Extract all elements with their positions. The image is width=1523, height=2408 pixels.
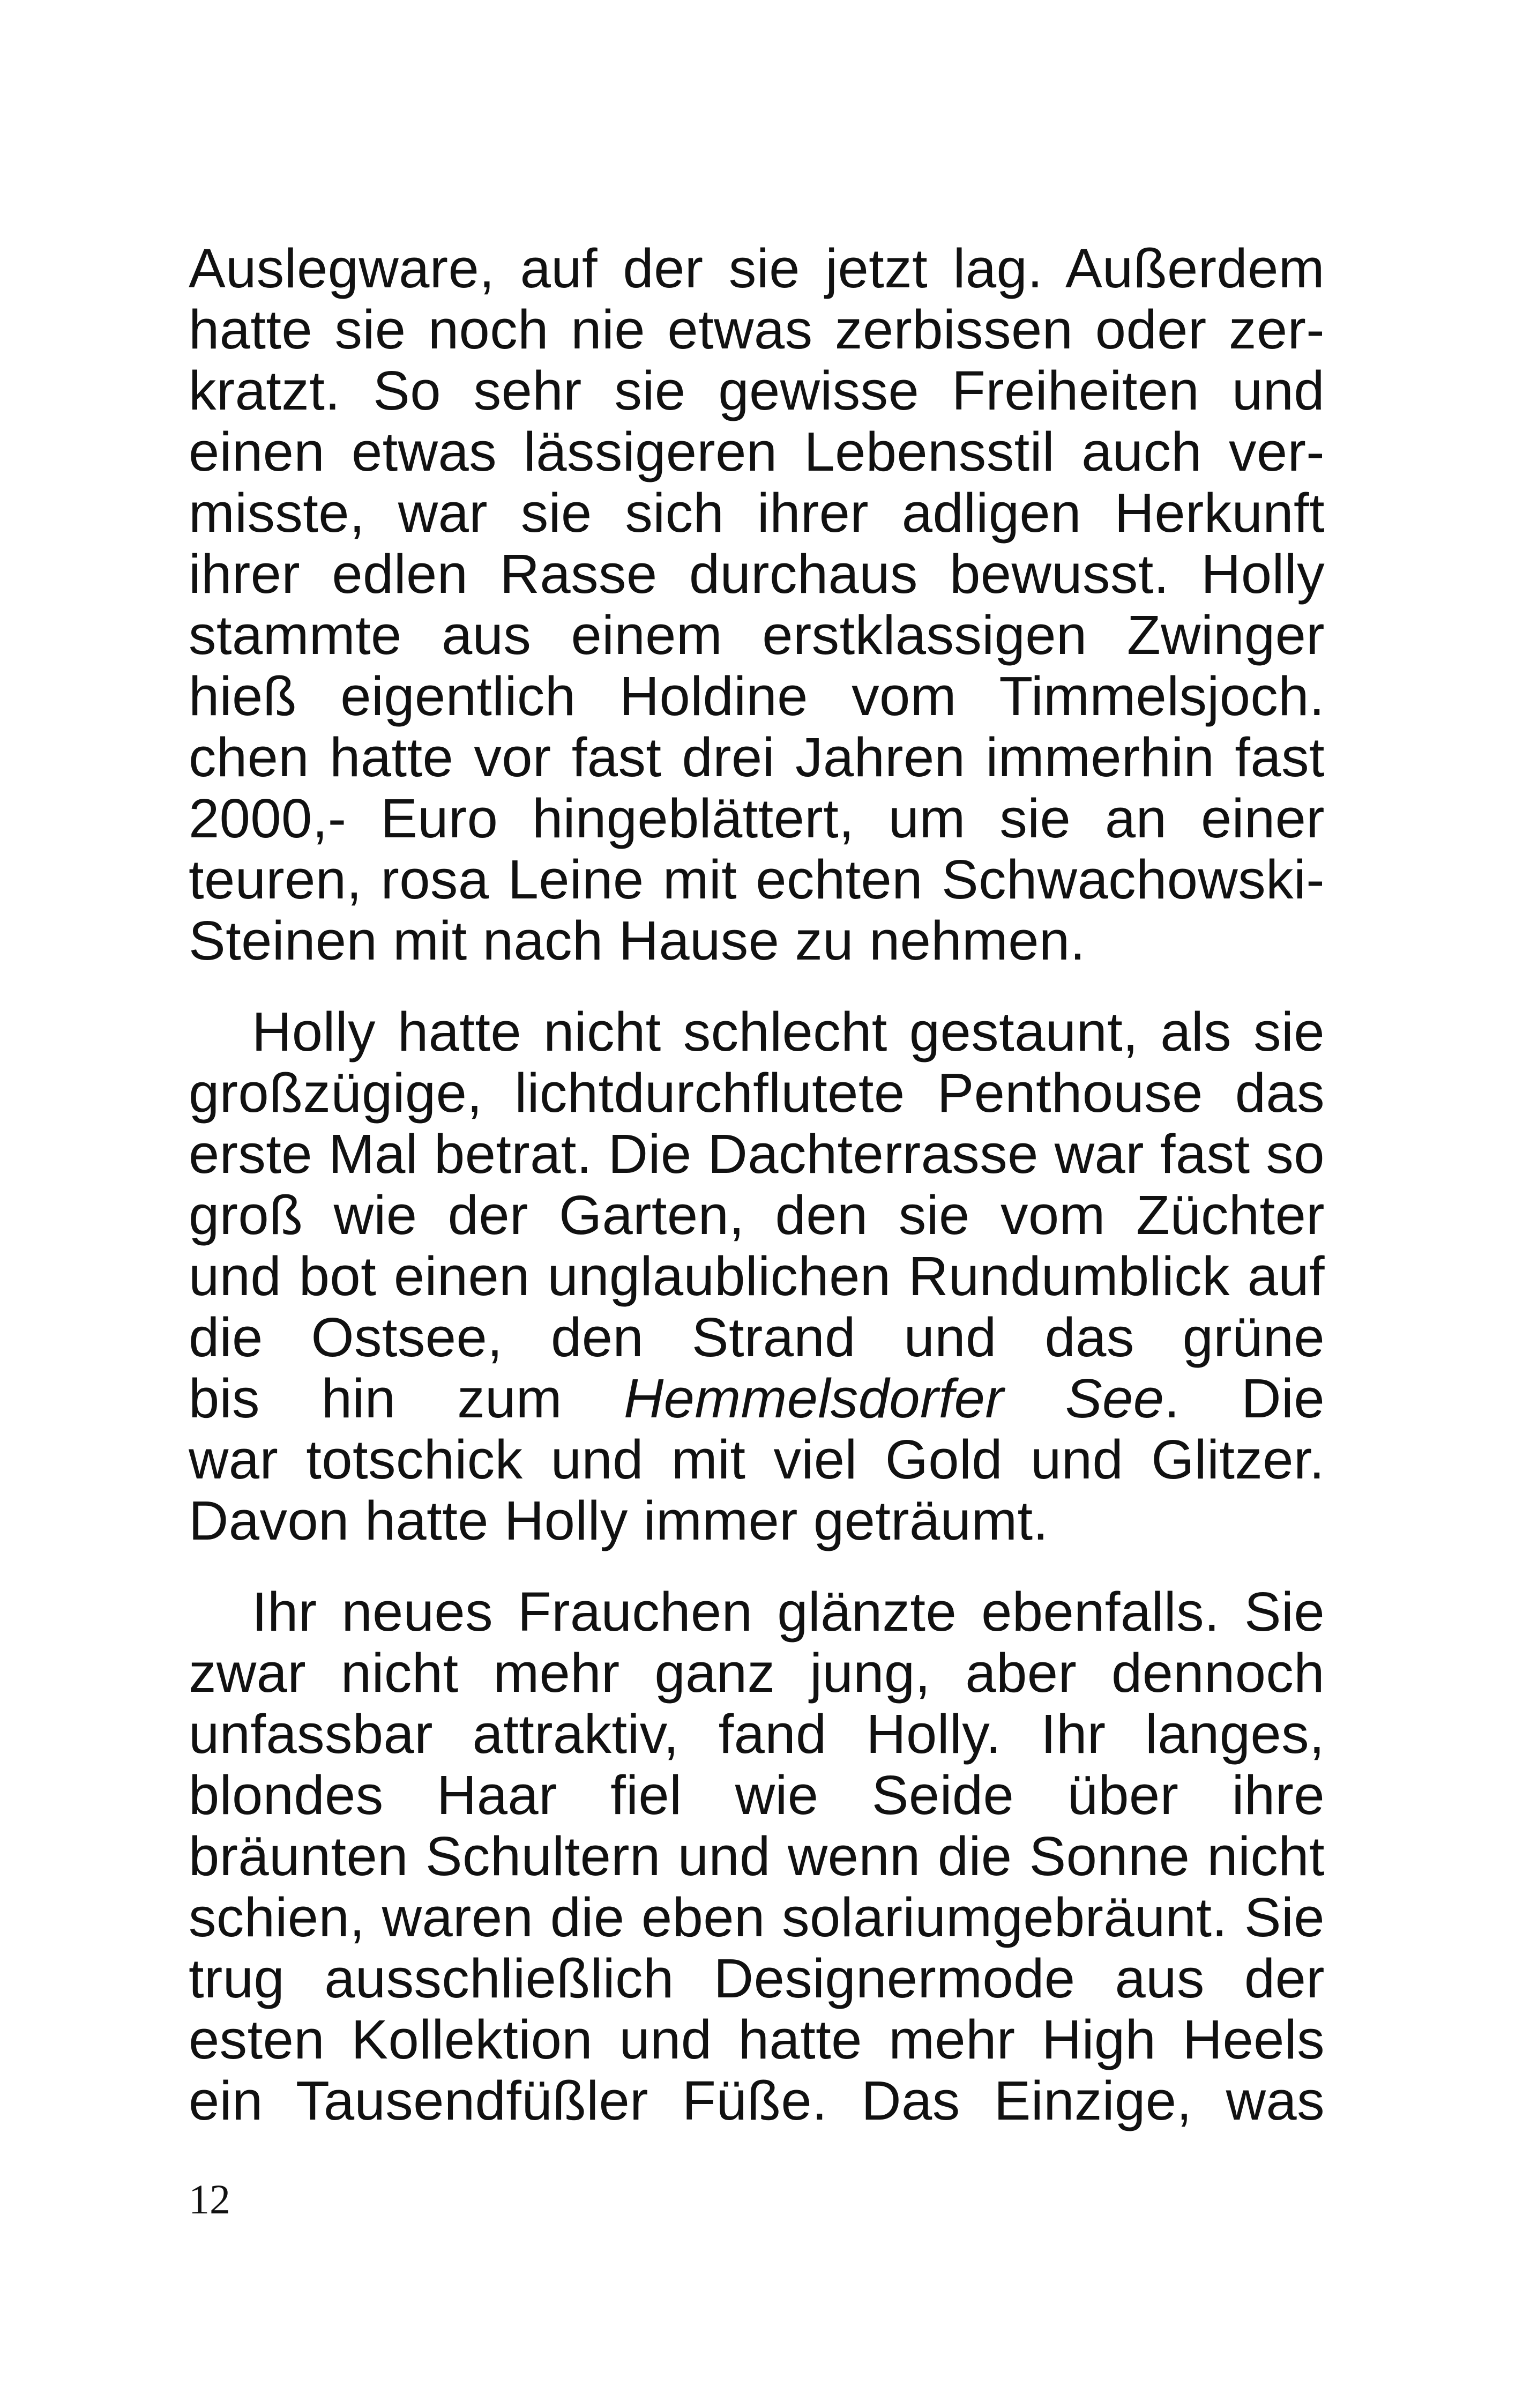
text-line: teuren, rosa Leine mit echten Schwachowski- — [189, 849, 1325, 910]
paragraph-3 — [189, 1581, 1325, 2131]
text-line: hieß eigentlich Holdine vom Timmelsjoch. — [189, 666, 1325, 727]
text-line: bräunten Schultern und wenn die Sonne nicht — [189, 1826, 1325, 1887]
text-line-with-italic — [189, 1368, 1325, 1429]
text-line: blondes Haar fiel wie Seide über ihre — [189, 1765, 1325, 1826]
text-line: war totschick und mit viel Gold und Glitzer. — [189, 1429, 1325, 1490]
paragraph-2 — [189, 1001, 1325, 1551]
body-text — [189, 238, 1325, 2131]
text-line: trug ausschließlich Designermode aus der — [189, 1948, 1325, 2009]
text-segment: . Die — [1164, 1368, 1325, 1429]
text-line: die Ostsee, den Strand und das grüne — [189, 1307, 1325, 1368]
text-line: einen etwas lässigeren Lebensstil auch ver- — [189, 421, 1325, 482]
text-line: erste Mal betrat. Die Dachterrasse war fast so — [189, 1124, 1325, 1185]
text-line: 2000,- Euro hingeblättert, um sie an einer — [189, 788, 1325, 849]
text-line: stammte aus einem erstklassigen Zwinger — [189, 605, 1325, 666]
text-line: und bot einen unglaublichen Rundumblick auf — [189, 1246, 1325, 1307]
text-line: misste, war sie sich ihrer adligen Herkunft — [189, 482, 1325, 544]
text-line: ihrer edlen Rasse durchaus bewusst. Holly — [189, 544, 1325, 605]
text-line: chen hatte vor fast drei Jahren immerhin fast — [189, 727, 1325, 788]
text-line: kratzt. So sehr sie gewisse Freiheiten und — [189, 360, 1325, 421]
text-line: groß wie der Garten, den sie vom Züchter — [189, 1185, 1325, 1246]
text-segment: bis hin zum — [189, 1368, 624, 1429]
text-line: ein Tausendfüßler Füße. Das Einzige, was — [189, 2070, 1325, 2131]
text-line: Davon hatte Holly immer geträumt. — [189, 1490, 1049, 1551]
paragraph-1 — [189, 238, 1325, 971]
page-number: 12 — [189, 2176, 230, 2223]
text-line: zwar nicht mehr ganz jung, aber dennoch — [189, 1643, 1325, 1704]
italic-place-name: Hemmelsdorfer See — [623, 1368, 1164, 1429]
text-line: großzügige, lichtdurchflutete Penthouse das — [189, 1062, 1325, 1124]
text-line: hatte sie noch nie etwas zerbissen oder zer- — [189, 299, 1325, 360]
text-line: esten Kollektion und hatte mehr High Heels — [189, 2009, 1325, 2070]
text-line: unfassbar attraktiv, fand Holly. Ihr langes, — [189, 1704, 1325, 1765]
text-line: Auslegware, auf der sie jetzt lag. Außerdem — [189, 238, 1325, 299]
text-line: Holly hatte nicht schlecht gestaunt, als sie — [252, 1001, 1325, 1062]
text-line: Steinen mit nach Hause zu nehmen. — [189, 910, 1086, 971]
text-line: Ihr neues Frauchen glänzte ebenfalls. Sie — [252, 1581, 1325, 1643]
text-line: schien, waren die eben solariumgebräunt. Sie — [189, 1887, 1325, 1948]
